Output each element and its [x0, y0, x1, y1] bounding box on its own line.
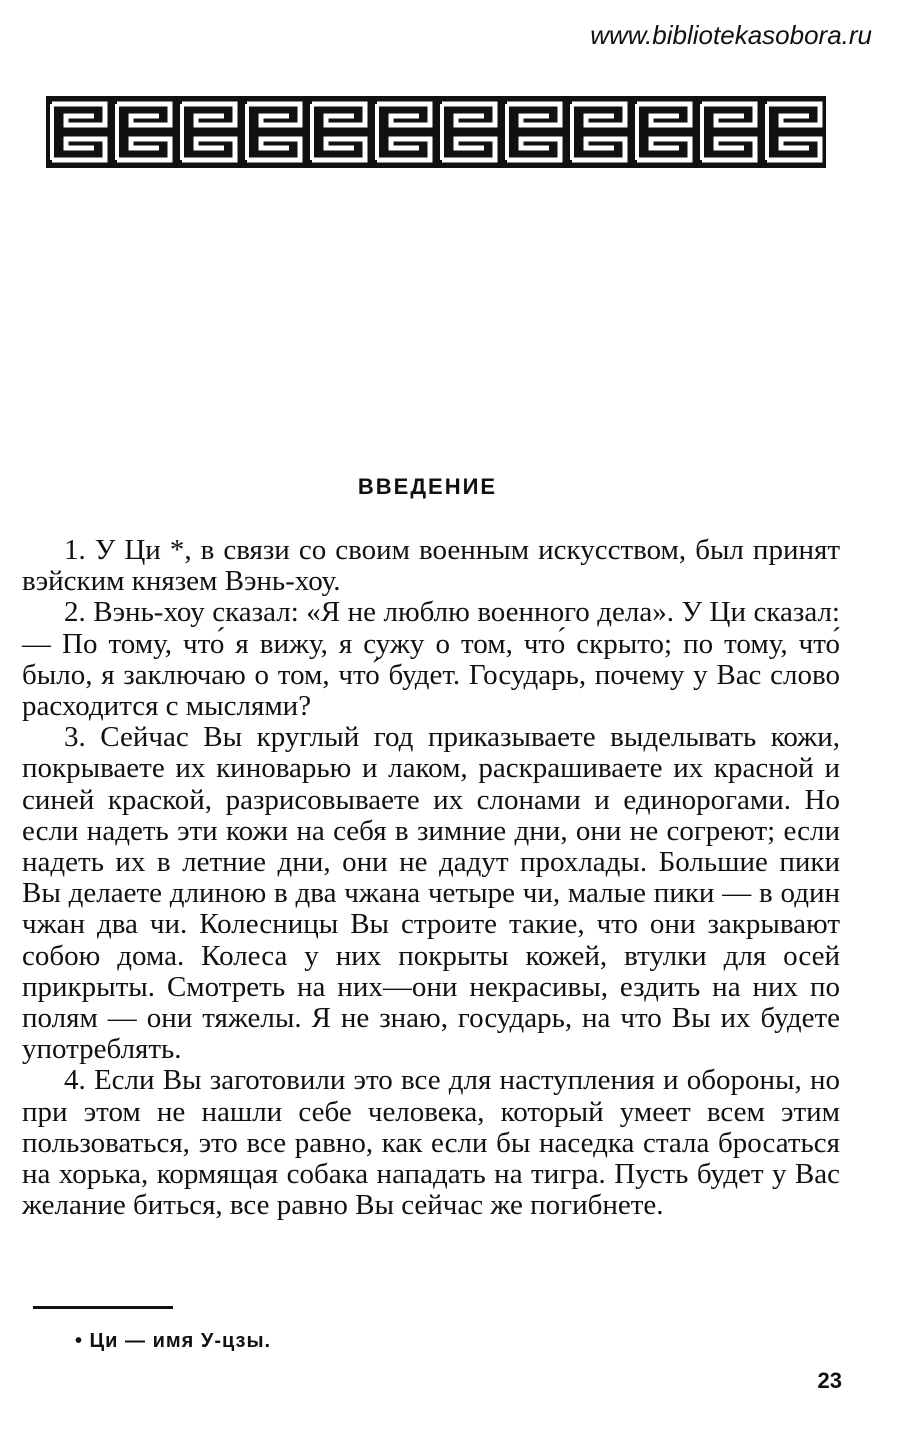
paragraph-1: 1. У Ци *, в связи со своим военным искусством, был принят вэйским князем Вэнь-хоу. [22, 534, 840, 598]
paragraph-4: 4. Если Вы заготовили это все для наступления и обороны, но при этом не нашли себе человека, который умеет всем этим пользоваться, это все равно, как если бы наседка стала бросаться на хорька, кормящая собака нападать на тигра. Пусть будет у Вас желание биться, все равно Вы сейчас же погибнете. [22, 1064, 840, 1222]
body-text [22, 535, 840, 1221]
watermark-url: www.bibliotekasobora.ru [590, 20, 872, 50]
paragraph-3: 3. Сейчас Вы круглый год приказываете выделывать кожи, покрываете их киноварью и лаком, раскрашиваете их красной и синей краской, разрисовываете их слонами и единорогами. Но если надеть эти кожи на себя в зимние дни, они не согреют; если надеть их в летние дни, они не дадут прохлады. Большие пики Вы делаете длиною в два чжана четыре чи, малые пики — в один чжан два чи. Колесницы Вы строите такие, что они закрывают собою дома. Колеса у них покрыты кожей, втулки для осей прикрыты. Смотреть на них—они некрасивы, ездить на них по полям — они тяжелы. Я не знаю, государь, на что Вы их будете употреблять. [22, 721, 840, 1066]
footnote-divider [33, 1306, 173, 1309]
page-number: 23 [817, 1368, 842, 1393]
footnote: • Ци — имя У-цзы. [75, 1330, 272, 1352]
greek-key-border-icon [46, 96, 826, 168]
paragraph-2: 2. Вэнь-хоу сказал: «Я не люблю военного дела». У Ци сказал: — По тому, что́ я вижу, я сужу о том, что́ скрыто; по тому, что́ было, я заключаю о том, что́ будет. Государь, почему у Вас слово расходится с мыслями? [22, 596, 840, 723]
section-heading: ВВЕДЕНИЕ [357, 474, 498, 499]
